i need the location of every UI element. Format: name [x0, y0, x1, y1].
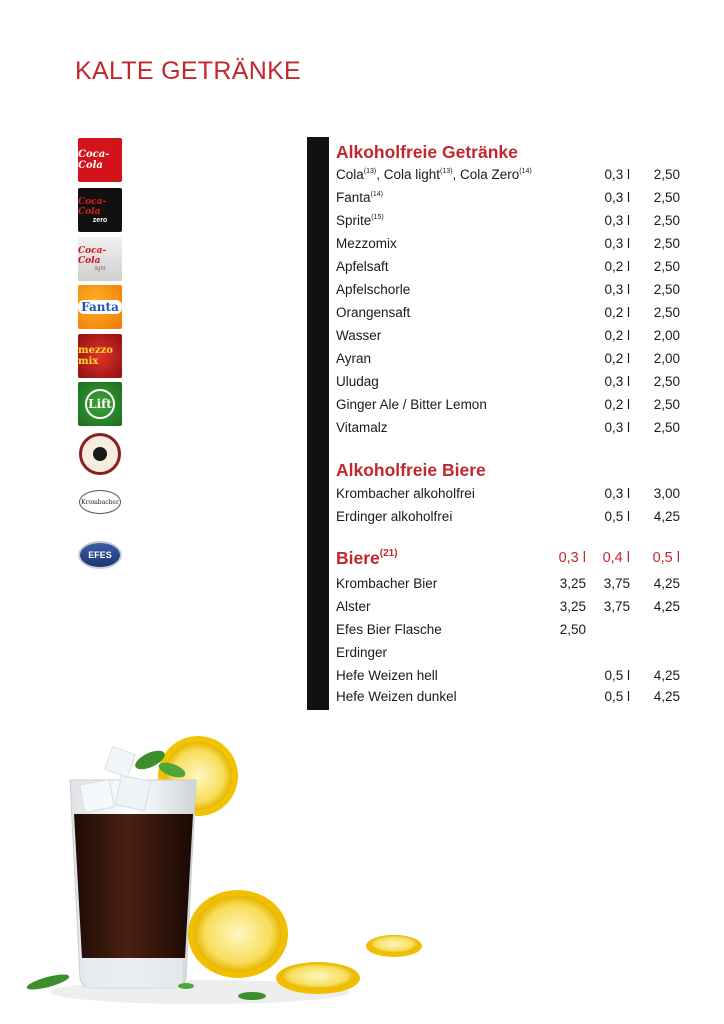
menu-row — [336, 482, 680, 505]
menu-row — [336, 618, 680, 641]
item-volume: 0,3 l — [604, 236, 630, 251]
menu-row — [336, 301, 680, 324]
erdinger-logo-ring — [79, 433, 121, 475]
item-volume: 0,2 l — [604, 305, 630, 320]
item-name: Krombacher Bier — [336, 576, 438, 591]
menu-row — [336, 641, 680, 664]
item-volume: 0,5 l — [604, 668, 630, 683]
item-volume: 0,3 l — [604, 282, 630, 297]
item-name: Mezzomix — [336, 236, 397, 251]
item-name: Erdinger — [336, 645, 388, 660]
item-price: 2,00 — [653, 351, 680, 366]
item-volume: 0,2 l — [604, 328, 630, 343]
item-price: 2,50 — [653, 305, 680, 320]
biere-header — [336, 544, 680, 572]
item-volume: 0,2 l — [604, 351, 630, 366]
item-price: 2,50 — [653, 236, 680, 251]
menu-row — [336, 186, 680, 209]
item-volume: 0,5 l — [604, 509, 630, 524]
menu-row — [336, 255, 680, 278]
lemon-half-icon — [188, 890, 288, 978]
item-price: 2,50 — [653, 282, 680, 297]
menu-row — [336, 416, 680, 439]
item-price: 2,00 — [653, 328, 680, 343]
item-name: Apfelsaft — [336, 259, 389, 274]
coca-cola-light-logo — [78, 237, 122, 281]
menu-row — [336, 278, 680, 301]
item-volume: 0,3 l — [604, 486, 630, 501]
lift-logo-text: Lift — [85, 389, 115, 419]
biere-col-header-2: 0,4 l — [602, 550, 630, 566]
item-price: 2,50 — [653, 397, 680, 412]
black-side-bar — [307, 137, 329, 710]
biere-col-header-3: 0,5 l — [652, 550, 680, 566]
item-price: 4,25 — [653, 668, 680, 683]
coca-cola-light-logo-text: Coca-Cola — [78, 246, 107, 266]
menu-row — [336, 347, 680, 370]
item-name: Erdinger alkoholfrei — [336, 509, 453, 524]
menu-row — [336, 324, 680, 347]
item-name: Hefe Weizen dunkel — [336, 689, 457, 704]
mezzo-mix-logo-text: mezzo mix — [78, 345, 113, 367]
item-price: 2,50 — [653, 213, 680, 228]
item-name: Uludag — [336, 374, 379, 389]
menu-row — [336, 232, 680, 255]
menu-row — [336, 393, 680, 416]
coca-cola-zero-logo-text: Coca-Cola — [78, 196, 107, 217]
item-price-05: 4,25 — [653, 576, 680, 591]
menu-row — [336, 505, 680, 528]
item-name: Fanta$^{(14)}$ — [336, 190, 383, 205]
menu-row — [336, 370, 680, 393]
cola-glass-illustration — [0, 720, 724, 1024]
item-name: Wasser — [336, 328, 382, 343]
krombacher-logo-text: Krombacher — [79, 490, 121, 514]
erdinger-logo — [78, 432, 122, 476]
item-price: 2,50 — [653, 259, 680, 274]
item-price-04: 3,75 — [603, 599, 630, 614]
item-name: Vitamalz — [336, 420, 388, 435]
item-name: Krombacher alkoholfrei — [336, 486, 475, 501]
item-volume: 0,3 l — [604, 420, 630, 435]
item-price: 2,50 — [653, 167, 680, 182]
lemon-slice-icon — [276, 962, 360, 994]
item-price: 4,25 — [653, 689, 680, 704]
item-price: 2,50 — [653, 374, 680, 389]
item-name: Cola$^{(13)}$, Cola light$^{(13)}$, Cola Zero$^{(14)}$ — [336, 167, 532, 182]
page-title: KALTE GETRÄNKE — [75, 57, 302, 85]
section-title-alkoholfrei: Alkoholfreie Getränke — [336, 142, 518, 162]
menu-row — [336, 572, 680, 595]
krombacher-logo — [78, 480, 122, 524]
item-name: Apfelschorle — [336, 282, 411, 297]
item-price-03: 2,50 — [559, 622, 586, 637]
menu-row — [336, 687, 680, 707]
mezzo-mix-logo — [78, 334, 122, 378]
section-title-biere: Biere$^{(21)}$ — [336, 548, 398, 568]
item-price-03: 3,25 — [559, 599, 586, 614]
item-name: Ayran — [336, 351, 372, 366]
menu-row — [336, 209, 680, 232]
item-name: Hefe Weizen hell — [336, 668, 438, 683]
biere-col-header-1: 0,3 l — [558, 550, 586, 566]
efes-logo — [78, 533, 122, 577]
item-volume: 0,3 l — [604, 374, 630, 389]
drinks-menu — [336, 140, 680, 707]
section-title-alkoholfreie-biere: Alkoholfreie Biere — [336, 460, 486, 480]
item-volume: 0,2 l — [604, 397, 630, 412]
item-name: Orangensaft — [336, 305, 411, 320]
lift-logo — [78, 382, 122, 426]
item-name: Efes Bier Flasche — [336, 622, 442, 637]
item-price: 4,25 — [653, 509, 680, 524]
fanta-logo — [78, 285, 122, 329]
coca-cola-zero-logo-sub: zero — [92, 216, 108, 224]
item-price-03: 3,25 — [559, 576, 586, 591]
item-volume: 0,5 l — [604, 689, 630, 704]
item-volume: 0,2 l — [604, 259, 630, 274]
item-volume: 0,3 l — [604, 167, 630, 182]
menu-row — [336, 163, 680, 186]
lemon-slice-icon — [366, 935, 422, 957]
item-volume: 0,3 l — [604, 213, 630, 228]
item-price: 2,50 — [653, 190, 680, 205]
item-name: Ginger Ale / Bitter Lemon — [336, 397, 487, 412]
item-price: 2,50 — [653, 420, 680, 435]
menu-row — [336, 664, 680, 687]
coca-cola-logo — [78, 138, 122, 182]
item-price-04: 3,75 — [603, 576, 630, 591]
item-price-05: 4,25 — [653, 599, 680, 614]
item-name: Sprite$^{(15)}$ — [336, 213, 384, 228]
coca-cola-zero-logo — [78, 188, 122, 232]
efes-logo-text: EFES — [78, 541, 122, 569]
fanta-logo-text: Fanta — [78, 300, 122, 314]
item-price: 3,00 — [653, 486, 680, 501]
item-name: Alster — [336, 599, 371, 614]
coca-cola-light-logo-sub: light — [94, 266, 106, 272]
item-volume: 0,3 l — [604, 190, 630, 205]
menu-row — [336, 595, 680, 618]
coca-cola-logo-text: Coca-Cola — [78, 149, 110, 171]
